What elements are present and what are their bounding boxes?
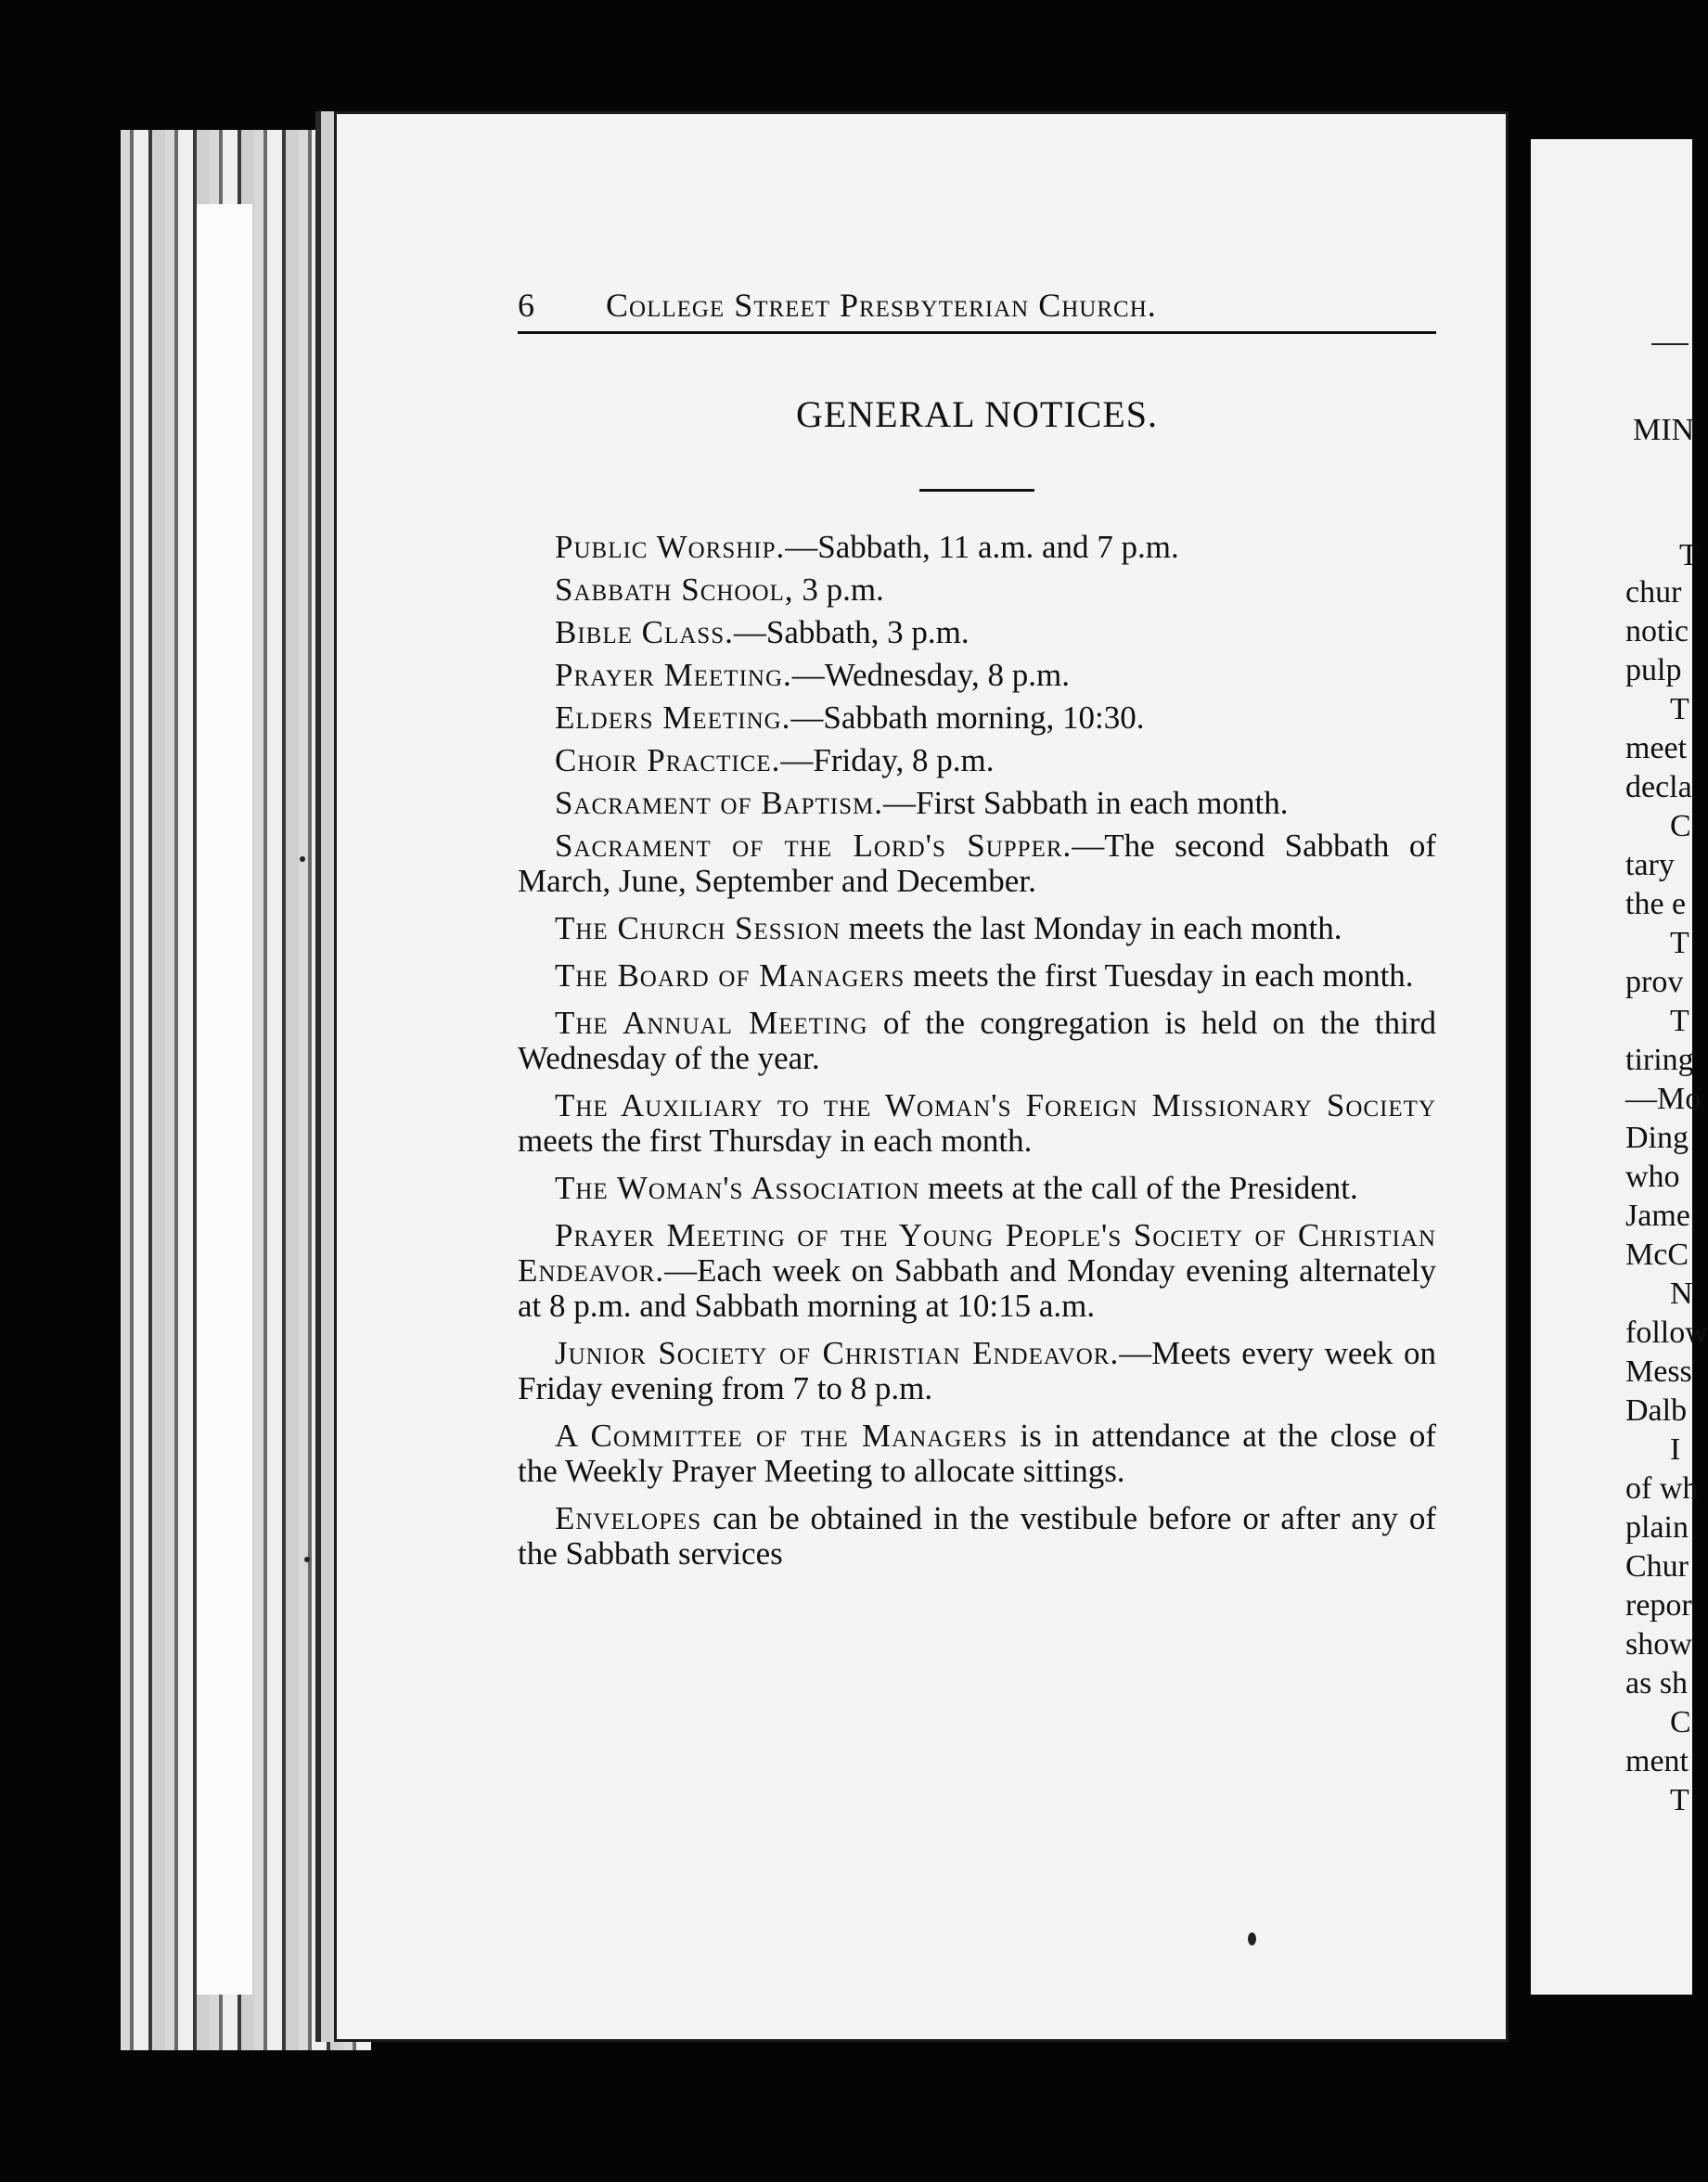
notice-lead: The Annual Meeting bbox=[555, 1005, 868, 1041]
notice-text: meets at the call of the President. bbox=[919, 1170, 1358, 1206]
notice-junior-society bbox=[518, 1336, 1436, 1406]
adjacent-text: the e bbox=[1625, 887, 1687, 921]
notice-church-session bbox=[518, 911, 1436, 946]
notice-lead: The Woman's Association bbox=[555, 1170, 920, 1206]
ink-speck bbox=[300, 856, 305, 862]
adjacent-text: C bbox=[1670, 1705, 1691, 1739]
notice-choir-practice bbox=[518, 743, 1436, 778]
notice-committee-of-managers bbox=[518, 1418, 1436, 1489]
adjacent-text: show bbox=[1625, 1627, 1692, 1662]
adjacent-text: ment bbox=[1625, 1744, 1689, 1778]
adjacent-text: N bbox=[1670, 1277, 1693, 1311]
adjacent-text: pulp bbox=[1625, 653, 1682, 687]
adjacent-text: decla bbox=[1625, 770, 1692, 804]
adjacent-text: Ding bbox=[1625, 1121, 1689, 1155]
notice-text: —Wednesday, 8 p.m. bbox=[791, 657, 1070, 693]
adjacent-text: McC bbox=[1625, 1238, 1689, 1272]
notice-text: —The second Sabbath of March, June, September and December. bbox=[518, 828, 1436, 899]
notice-lead: Prayer Meeting of the Young People's Society of Christian Endeavor. bbox=[518, 1217, 1436, 1289]
notice-lead: Sabbath School, bbox=[555, 571, 794, 608]
adjacent-text: repor bbox=[1625, 1588, 1692, 1623]
notice-young-peoples-society bbox=[518, 1218, 1436, 1324]
adjacent-text: T bbox=[1670, 1004, 1689, 1038]
notice-text: —First Sabbath in each month. bbox=[883, 785, 1289, 821]
notice-lead: Choir Practice. bbox=[555, 742, 781, 778]
adjacent-text: tary bbox=[1625, 848, 1675, 882]
adjacent-text: follow bbox=[1625, 1316, 1708, 1350]
page-edge-strip bbox=[197, 204, 252, 1995]
notice-board-of-managers bbox=[518, 958, 1436, 994]
notice-text: meets the first Tuesday in each month. bbox=[905, 957, 1414, 994]
notice-public-worship bbox=[518, 530, 1436, 565]
header-rule bbox=[518, 331, 1436, 334]
page-number: 6 bbox=[518, 287, 534, 324]
notice-lead: Prayer Meeting. bbox=[555, 657, 792, 693]
adjacent-text: Jame bbox=[1625, 1199, 1690, 1233]
notice-lead: Elders Meeting. bbox=[555, 700, 791, 736]
notice-auxiliary bbox=[518, 1088, 1436, 1159]
notice-text: —Each week on Sabbath and Monday evening alternately at 8 p.m. and Sabbath morning at 10:15 a.m. bbox=[518, 1252, 1436, 1324]
notice-sabbath-school bbox=[518, 572, 1436, 608]
notice-text: meets the first Thursday in each month. bbox=[518, 1123, 1033, 1159]
notice-text: can be obtained in the vestibule before or after any of the Sabbath services bbox=[518, 1500, 1436, 1572]
adjacent-text: chur bbox=[1625, 575, 1682, 610]
adjacent-text: T bbox=[1670, 692, 1689, 726]
adjacent-text: C bbox=[1670, 809, 1691, 843]
notice-lead: Bible Class. bbox=[555, 614, 734, 650]
notice-lead: Envelopes bbox=[555, 1500, 702, 1536]
notice-elders-meeting bbox=[518, 700, 1436, 736]
notice-womans-association bbox=[518, 1171, 1436, 1206]
adjacent-text: Dalb bbox=[1625, 1393, 1688, 1428]
ink-speck bbox=[304, 1557, 310, 1562]
notice-envelopes bbox=[518, 1501, 1436, 1572]
running-title: College Street Presbyterian Church. bbox=[606, 287, 1157, 324]
notice-lead: The Church Session bbox=[555, 910, 841, 946]
notice-text: —Friday, 8 p.m. bbox=[780, 742, 995, 778]
adjacent-header-rule bbox=[1651, 343, 1689, 345]
adjacent-text: of wh bbox=[1625, 1471, 1699, 1506]
notice-lead: Public Worship. bbox=[555, 529, 786, 565]
adjacent-text: who bbox=[1625, 1160, 1680, 1194]
notice-lead: The Board of Managers bbox=[555, 957, 905, 994]
notice-lead: Sacrament of Baptism. bbox=[555, 785, 883, 821]
notice-text: is in attendance at the close of the Weekly Prayer Meeting to allocate sittings. bbox=[518, 1418, 1436, 1489]
notice-baptism bbox=[518, 786, 1436, 821]
adjacent-text: prov bbox=[1625, 965, 1684, 999]
adjacent-text: meet bbox=[1625, 731, 1688, 765]
adjacent-text: T bbox=[1679, 538, 1699, 572]
section-title: GENERAL NOTICES. bbox=[795, 393, 1159, 435]
running-header bbox=[518, 286, 1436, 332]
adjacent-text: tiring bbox=[1625, 1043, 1694, 1077]
notice-lead: The Auxiliary to the Woman's Foreign Missionary Society bbox=[555, 1087, 1436, 1123]
notice-text: —Meets every week on Friday evening from 7 to 8 p.m. bbox=[518, 1335, 1436, 1406]
adjacent-text: Mess bbox=[1625, 1354, 1692, 1389]
notice-text: meets the last Monday in each month. bbox=[841, 910, 1342, 946]
ink-speck bbox=[1248, 1932, 1256, 1945]
adjacent-text: T bbox=[1670, 1783, 1689, 1817]
adjacent-text: —Mo bbox=[1625, 1082, 1702, 1116]
notice-text: of the congregation is held on the third Wednesday of the year. bbox=[518, 1005, 1437, 1076]
notice-annual-meeting bbox=[518, 1006, 1436, 1076]
adjacent-page-fragment bbox=[1531, 139, 1708, 1995]
notices-list bbox=[518, 530, 1436, 1584]
notice-prayer-meeting bbox=[518, 658, 1436, 693]
adjacent-text: MIN bbox=[1633, 413, 1695, 447]
adjacent-text: I bbox=[1670, 1432, 1681, 1467]
notice-text: 3 p.m. bbox=[793, 571, 884, 608]
notice-lead: A Committee of the Managers bbox=[555, 1418, 1008, 1454]
adjacent-text: notic bbox=[1625, 614, 1689, 648]
title-rule bbox=[919, 489, 1034, 492]
adjacent-text: as sh bbox=[1625, 1666, 1689, 1701]
notice-bible-class bbox=[518, 615, 1436, 650]
book-page bbox=[334, 111, 1509, 2042]
notice-text: —Sabbath morning, 10:30. bbox=[790, 700, 1145, 736]
adjacent-text: plain bbox=[1625, 1510, 1689, 1545]
notice-lead: Sacrament of the Lord's Supper. bbox=[555, 828, 1072, 864]
notice-text: —Sabbath, 3 p.m. bbox=[733, 614, 970, 650]
notice-lords-supper bbox=[518, 828, 1436, 899]
notice-text: —Sabbath, 11 a.m. and 7 p.m. bbox=[785, 529, 1179, 565]
notice-lead: Junior Society of Christian Endeavor. bbox=[555, 1335, 1120, 1371]
adjacent-text: T bbox=[1670, 926, 1689, 960]
adjacent-text: Chur bbox=[1625, 1549, 1689, 1584]
